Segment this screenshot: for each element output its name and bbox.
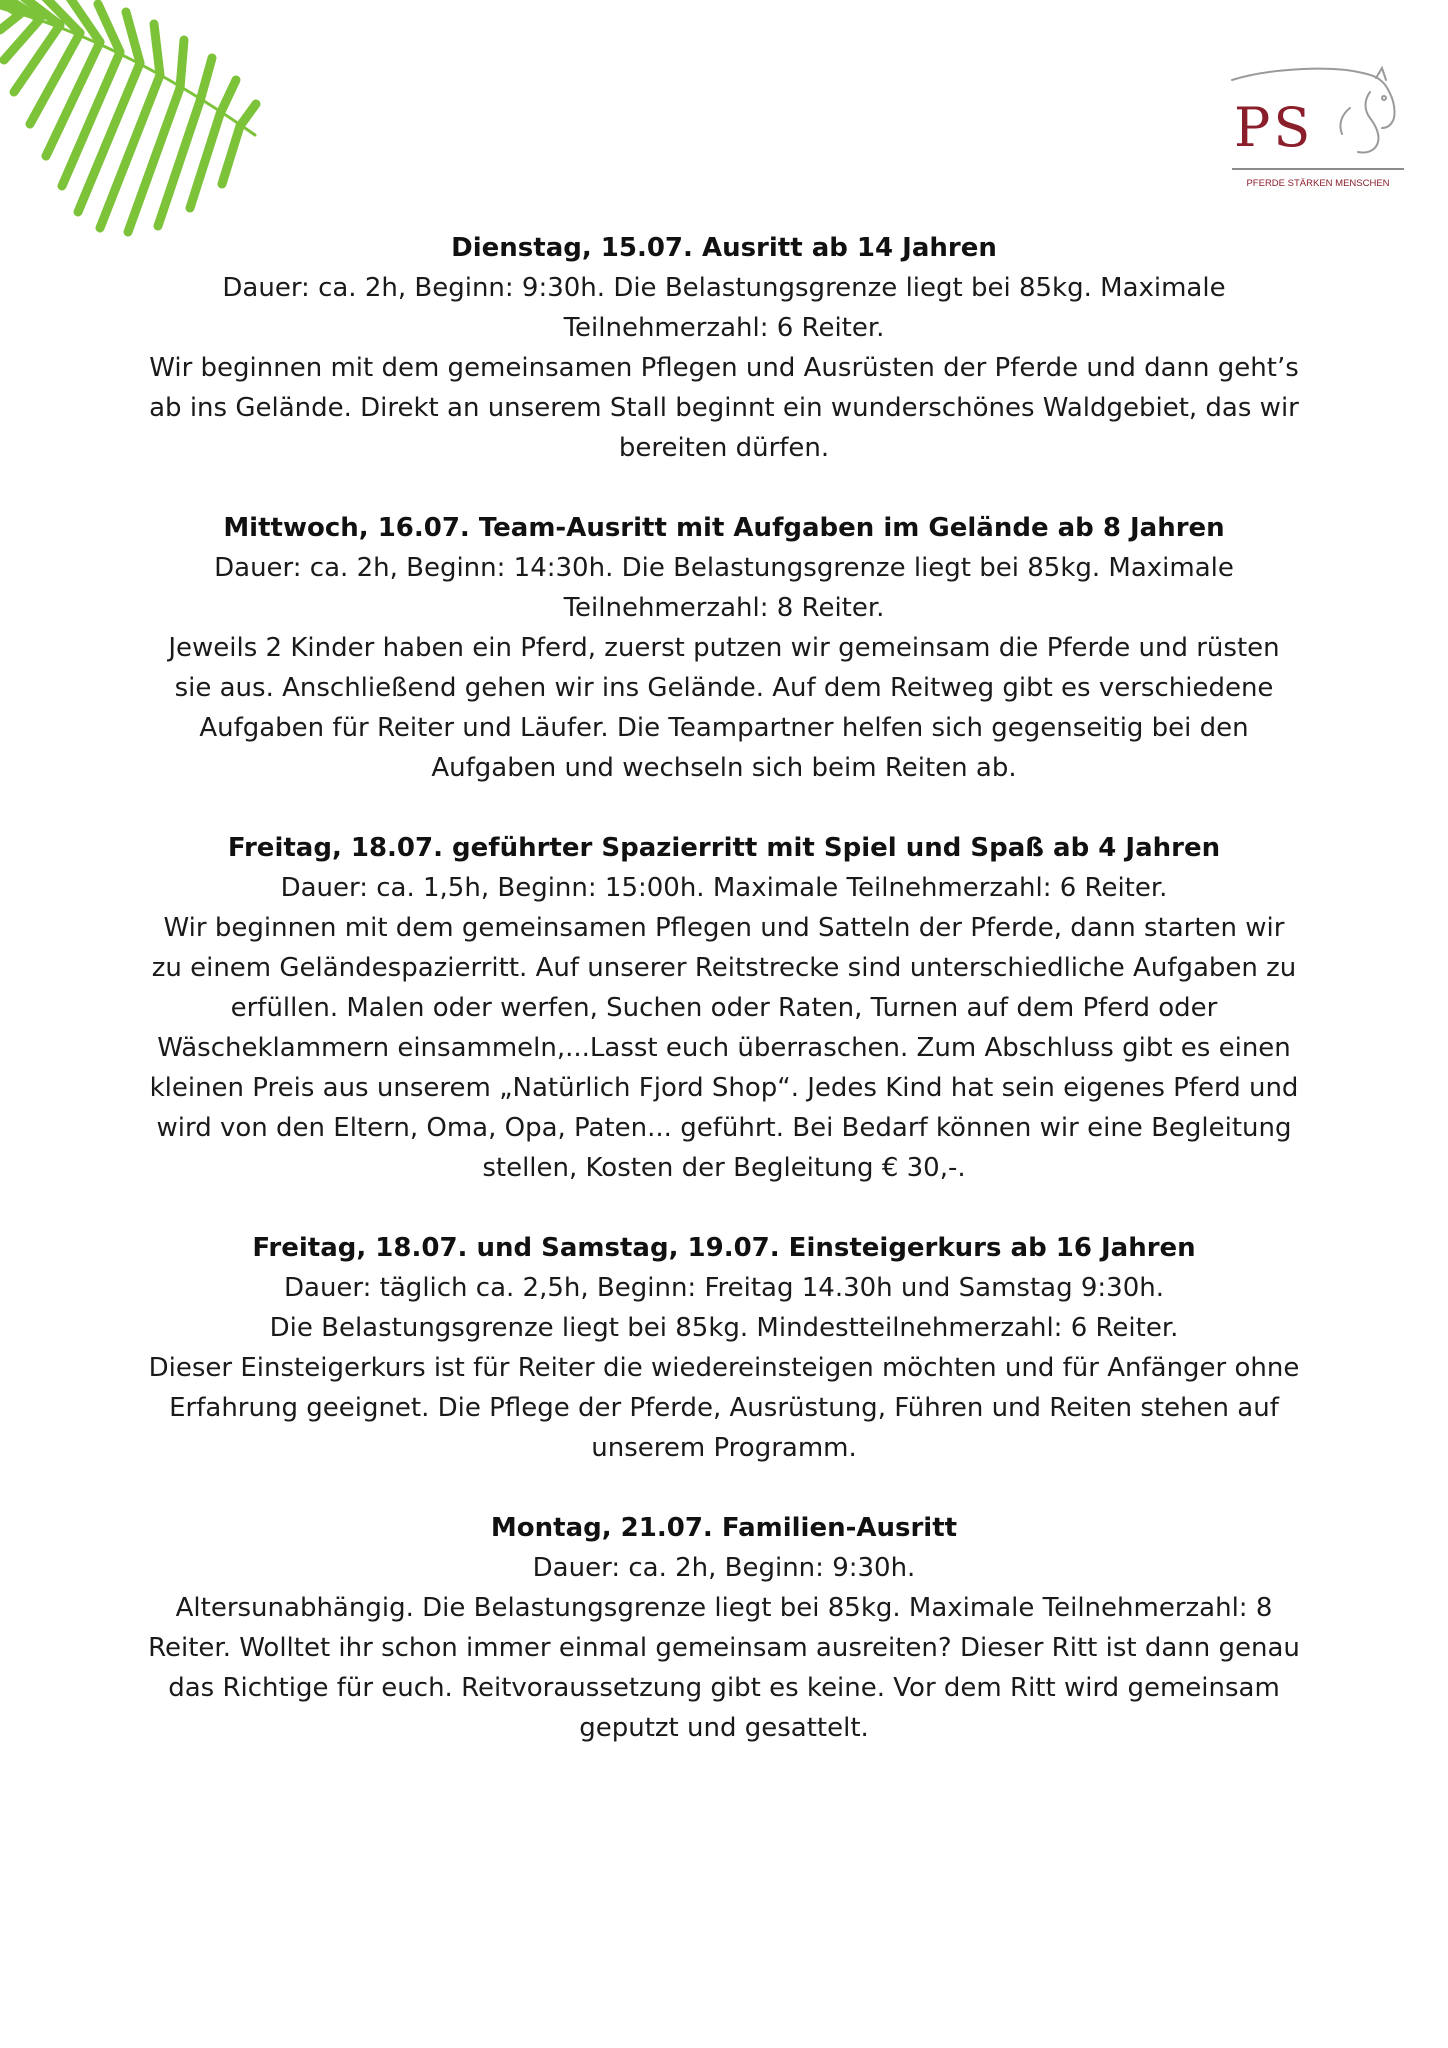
section-text-line: Dauer: ca. 2h, Beginn: 9:30h. <box>532 1553 916 1583</box>
palm-leaf-icon <box>0 0 270 240</box>
section-text-line: Dieser Einsteigerkurs ist für Reiter die wiedereinsteigen möchten und für Anfänger ohne <box>148 1353 1300 1383</box>
section-text-line: zu einem Geländespazierritt. Auf unserer Reitstrecke sind unterschiedliche Aufgaben zu <box>151 953 1297 983</box>
section-text-line: Teilnehmerzahl: 6 Reiter. <box>563 313 885 343</box>
section-text-line: Aufgaben und wechseln sich beim Reiten ab. <box>431 753 1017 783</box>
section-text-line: Wir beginnen mit dem gemeinsamen Pflegen und Satteln der Pferde, dann starten wir <box>163 913 1285 943</box>
program-section <box>120 228 1328 468</box>
section-title: Montag, 21.07. Familien-Ausritt <box>490 1513 958 1543</box>
program-section <box>120 1508 1328 1748</box>
section-text-line: Altersunabhängig. Die Belastungsgrenze liegt bei 85kg. Maximale Teilnehmerzahl: 8 <box>175 1593 1273 1623</box>
section-text-line: das Richtige für euch. Reitvoraussetzung gibt es keine. Vor dem Ritt wird gemeinsam <box>168 1673 1280 1703</box>
section-text-line: unserem Programm. <box>591 1433 857 1463</box>
section-title: Dienstag, 15.07. Ausritt ab 14 Jahren <box>451 233 997 263</box>
document-body <box>120 228 1328 1788</box>
section-title: Mittwoch, 16.07. Team-Ausritt mit Aufgaben im Gelände ab 8 Jahren <box>223 513 1225 543</box>
section-text-line: Dauer: ca. 2h, Beginn: 9:30h. Die Belastungsgrenze liegt bei 85kg. Maximale <box>222 273 1226 303</box>
section-title: Freitag, 18.07. geführter Spazierritt mit Spiel und Spaß ab 4 Jahren <box>227 833 1221 863</box>
section-text-line: Aufgaben für Reiter und Läufer. Die Teampartner helfen sich gegenseitig bei den <box>199 713 1249 743</box>
section-text-line: ab ins Gelände. Direkt an unserem Stall beginnt ein wunderschönes Waldgebiet, das wir <box>149 393 1299 423</box>
logo-tagline: PFERDE STÄRKEN MENSCHEN <box>1246 178 1390 189</box>
section-text-line: Dauer: ca. 2h, Beginn: 14:30h. Die Belastungsgrenze liegt bei 85kg. Maximale <box>214 553 1234 583</box>
section-text-line: Jeweils 2 Kinder haben ein Pferd, zuerst putzen wir gemeinsam die Pferde und rüsten <box>168 633 1280 663</box>
section-text-line: stellen, Kosten der Begleitung € 30,-. <box>482 1153 966 1183</box>
section-text-line: bereiten dürfen. <box>618 433 830 463</box>
logo-monogram: PS <box>1234 96 1314 159</box>
program-section <box>120 1228 1328 1468</box>
program-section <box>120 828 1328 1188</box>
section-text-line: Dauer: ca. 1,5h, Beginn: 15:00h. Maximale Teilnehmerzahl: 6 Reiter. <box>280 873 1168 903</box>
section-title: Freitag, 18.07. und Samstag, 19.07. Einsteigerkurs ab 16 Jahren <box>252 1233 1196 1263</box>
brand-logo <box>1230 62 1406 202</box>
section-text-line: Reiter. Wolltet ihr schon immer einmal gemeinsam ausreiten? Dieser Ritt ist dann genau <box>148 1633 1300 1663</box>
section-text-line: Erfahrung geeignet. Die Pflege der Pferde, Ausrüstung, Führen und Reiten stehen auf <box>169 1393 1279 1423</box>
section-text-line: Wir beginnen mit dem gemeinsamen Pflegen und Ausrüsten der Pferde und dann geht’s <box>149 353 1299 383</box>
section-text-line: erfüllen. Malen oder werfen, Suchen oder Raten, Turnen auf dem Pferd oder <box>230 993 1218 1023</box>
section-text-line: Dauer: täglich ca. 2,5h, Beginn: Freitag 14.30h und Samstag 9:30h. <box>284 1273 1164 1303</box>
section-text-line: kleinen Preis aus unserem „Natürlich Fjord Shop“. Jedes Kind hat sein eigenes Pferd und <box>149 1073 1299 1103</box>
section-text-line: Teilnehmerzahl: 8 Reiter. <box>563 593 885 623</box>
section-text-line: Wäscheklammern einsammeln,...Lasst euch überraschen. Zum Abschluss gibt es einen <box>157 1033 1291 1063</box>
section-text-line: geputzt und gesattelt. <box>579 1713 869 1743</box>
section-text-line: Die Belastungsgrenze liegt bei 85kg. Mindestteilnehmerzahl: 6 Reiter. <box>269 1313 1179 1343</box>
logo-divider <box>1232 168 1404 170</box>
section-text-line: wird von den Eltern, Oma, Opa, Paten... geführt. Bei Bedarf können wir eine Begleitung <box>156 1113 1292 1143</box>
program-section <box>120 508 1328 788</box>
section-text-line: sie aus. Anschließend gehen wir ins Gelände. Auf dem Reitweg gibt es verschiedene <box>174 673 1274 703</box>
